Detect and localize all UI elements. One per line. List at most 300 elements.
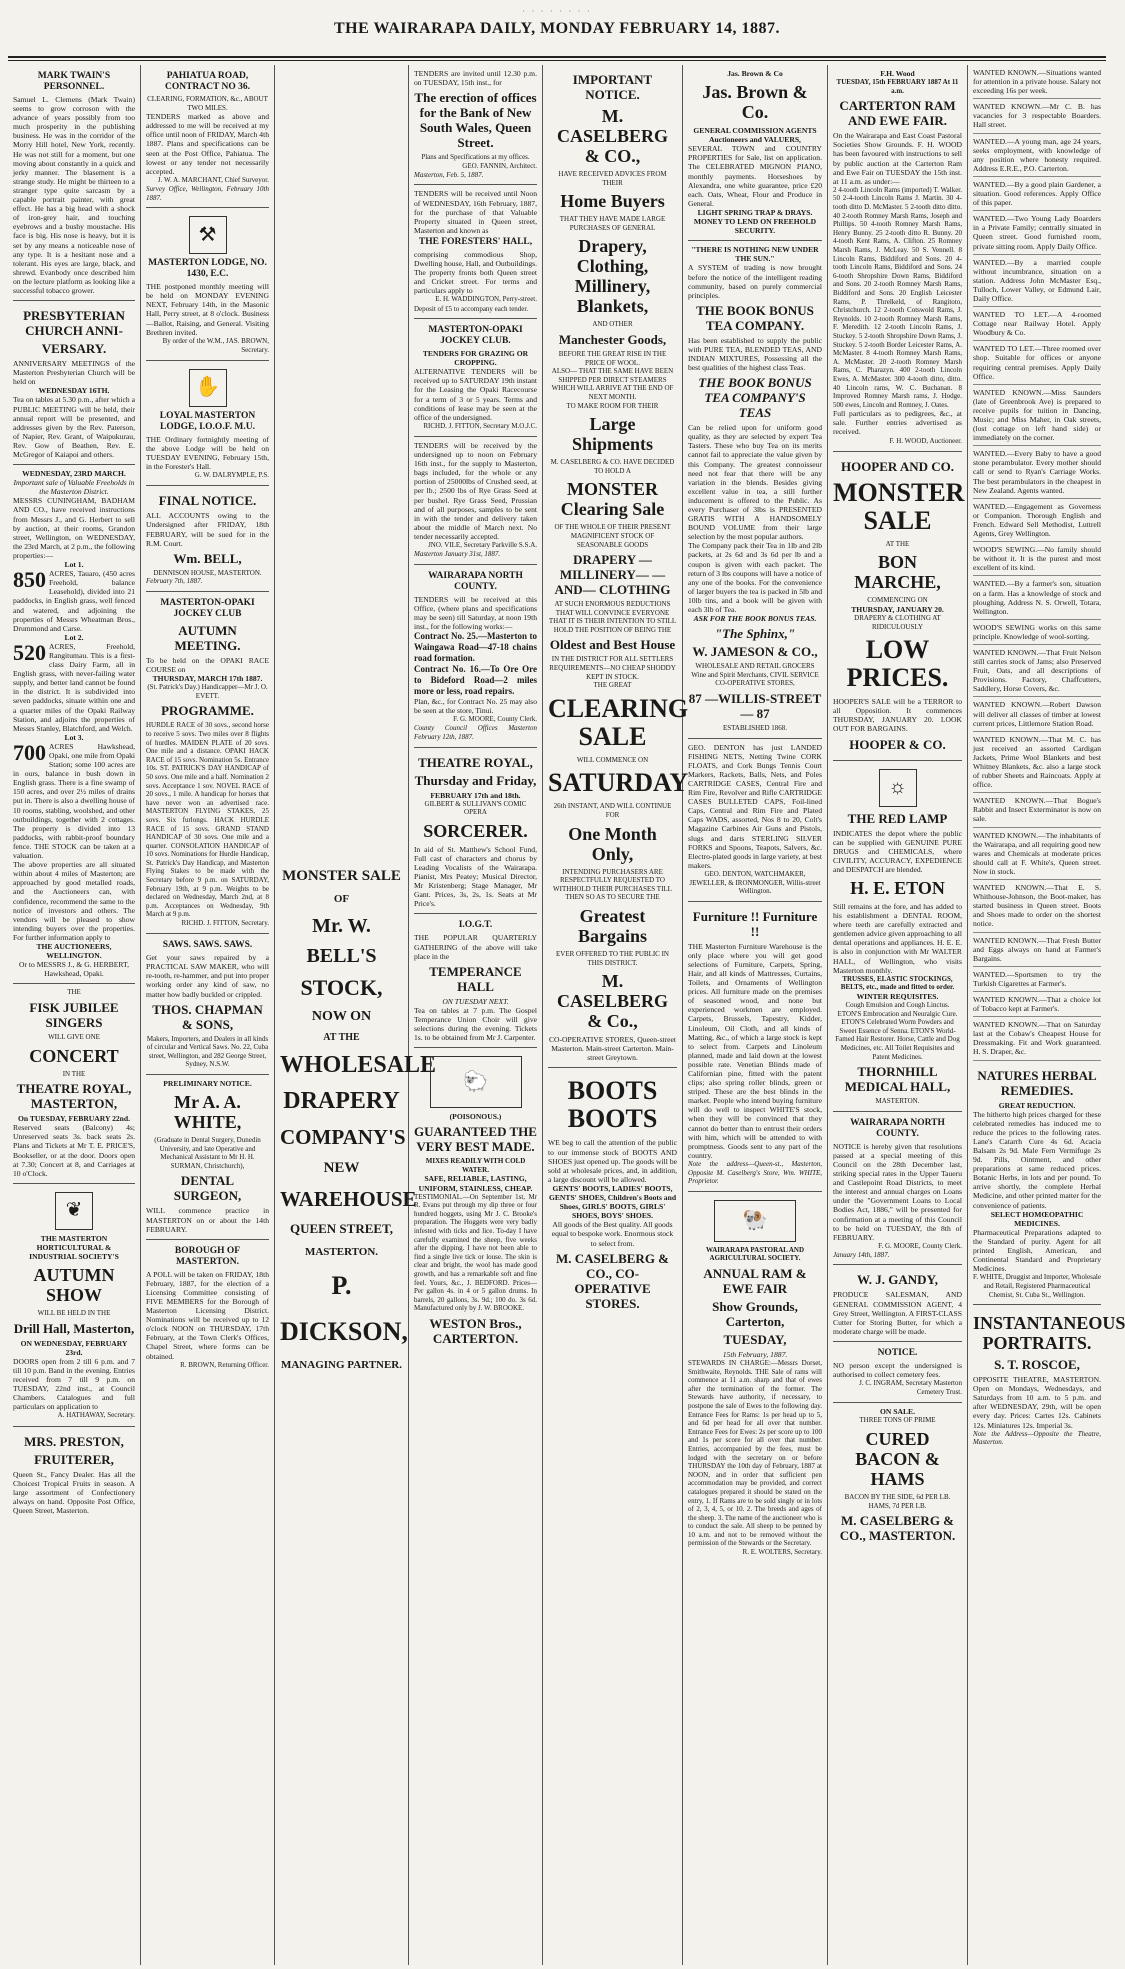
caselberg-body-2: THAT THEY HAVE MADE LARGE PURCHASES OF GENERAL (559, 215, 666, 232)
jockey-club-ad (146, 592, 269, 934)
county-body: TENDERS will be received at this Office, (where plans and specifications may be seen) till Saturday, at noon 19th inst., for the following works:— (414, 594, 537, 631)
lamp-icon: ☼ (879, 769, 917, 807)
sheep-illustration-icon: 🐑 (430, 1056, 522, 1108)
fisk-concert-ad (13, 984, 135, 1183)
jameson-heading: W. JAMESON & CO., (692, 644, 818, 660)
wanted-2: WANTED KNOWN.—Mr C. B. has vacancies for 3 respectable Boarders. Hall street. (973, 99, 1101, 133)
thornhill-sub: MASTERTON. (875, 1097, 920, 1106)
wanted-19: WANTED KNOWN.—The inhabitants of the Wairarapa, and all requiring good new wares and Chemicals at moderate prices should call at F. White's, Queen street. Now in stock. (973, 828, 1101, 880)
bell-t8: DRAPERY (283, 1088, 400, 1114)
column-8 (968, 65, 1125, 1965)
hort-h4: Drill Hall, Masterton, (13, 1320, 135, 1336)
bacon-signature: M. CASELBERG & CO., MASTERTON. (839, 1513, 956, 1544)
nsw-heading: The erection of offices for the Bank of New South Wales, Queen Street. (414, 90, 537, 151)
opaki-heading: MASTERTON-OPAKI JOCKEY CLUB. (428, 325, 523, 347)
jockey-heading-2: AUTUMN MEETING. (174, 622, 241, 653)
white-body: (Graduate in Dental Surgery, Dunedin University, and late Operative and Mechanical Assistant to Mr H. H. SURMAN, Christchurch), (154, 1136, 261, 1170)
oddfellows-heading: LOYAL MASTERTON LODGE, I.O.O.F. M.U. (159, 410, 256, 432)
caselberg-body-8: OF THE WHOLE OF THEIR PRESENT MAGNIFICENT STOCK OF SEASONABLE GOODS (554, 523, 671, 549)
road-body: TENDERS marked as above and addressed to me will be received at my office until noon of FRIDAY, March 4th 1887. Plans and specifications can be seen at the Post Office, Pahiatua. The lowest or any tender not necessarily accepted. (146, 112, 269, 176)
pastoral-day: TUESDAY, (723, 1331, 787, 1347)
column-3 (275, 65, 437, 1965)
gandy-ad (833, 1265, 962, 1341)
pastoral-body: STEWARDS IN CHARGE:—Messrs Dorset, Smithwaite, Reynolds. THE Sale of rams will commence at 11 a.m. sharp and that of ewes after the termination of the former. The Stewards have authority, if necessary, to postpone the sale of Ewes to the following day. Entrance Fees for Rams: 1s per head up to 5, and 6d per head for all over that number. Entrance Fees for Ewes: 2s per score up to 100 and 1s per score for all over that number. Entries, accompanied by the fees, must be lodged with the secretary on or before THURSDAY the 10th day of February, 1887 at NOON, and in order that sufficient pen accommodation may be provided, and correct catalogues prepared it should be stated on the entry, 1. If Rams are to be sold singly or in lots of 2, 3, 4, 5, or 10. 2. The breeds and ages of the sheep. 3. The name of the auctioneer who is to conduct the sale. All sheep to be penned by 10 a.m. and not to be removed without the permission of the Stewards or the Secretary. (688, 1359, 822, 1548)
foresters-hall-ad (414, 185, 537, 319)
forest-deposit: Deposit of £5 to accompany each tender. (414, 304, 529, 313)
bacon-body: BACON BY THE SIDE, 6d PER LB. HAMS, 7d PER LB. (844, 1493, 951, 1510)
eton-heading: H. E. ETON (850, 877, 945, 898)
iogt-date: ON TUESDAY NEXT. (442, 996, 509, 1006)
jockey-races: HURDLE RACE of 30 sovs., second horse to receive 5 sovs. Two miles over 8 flights of hurdles. MAIDEN PLATE of 20 sovs. One mile and a distance. OPAKI HACK RACE of 15 sovs. Nomination 5s. Entrance 10s. ST. PATRICK'S DAY HANDICAP of 50 sovs. One mile and a half. Nomination 2 sovs. Acceptance 1 sov. NOVEL RACE of 20 sovs., 1 mile. A handicap for horses that have never won an advertised race. MASTERTON FLYING STAKES, 25 sovs. Six furlongs. HACK HURDLE RACE of 15 sovs. GRAND STAND HANDICAP of 30 sovs. One mile and a quarter. CONSOLATION HANDICAP of 10 sovs. Nominations for Hurdle Handicap, St. Patrick's Day Handicap, and Masterton Flying Stakes to be made with the Secretary before 9 p.m. on SATURDAY, February 19th, at 9 p.m. Weights to be declared on Wednesday, March 2nd, at 8 p.m. Acceptances on Wednesday, 9th March at 9 p.m. (146, 721, 269, 919)
wanted-11: WANTED.—Engagement as Governess or Companion. Thorough English and French. Edward Sell Methodist, Luttrell Agents, Grey Wellington. (973, 499, 1101, 542)
nsw-signature: GEO. FANNIN, Architect. (462, 161, 537, 170)
masthead-rule (8, 56, 1106, 61)
brown-money: MONEY TO LEND ON FREEHOLD SECURITY. (693, 217, 817, 236)
caselberg-body-5: ALSO— THAT THE SAME HAVE BEEN SHIPPED PER DIRECT STEAMERS WHICH WILL ARRIVE AT THE END OF NEXT MONTH. (551, 367, 674, 401)
sorcerer-title: SORCERER. (423, 820, 528, 841)
final-date: February 7th, 1887. (146, 577, 203, 586)
tea-body-4: The Company pack their Tea in 1lb and 2lb packets, at 2s 6d and 3s 6d per lb and a coupon is given with each packet. The return of 3 lbs coupons will have a notice of any one of the books. For the convenience of larger buyers the tea is packed in 5lb and 10lb tins, and a book will be given with each 3lb of Tea. (688, 541, 822, 615)
column-4 (409, 65, 543, 1965)
wood-signature: F. H. WOOD, Auctioneer. (889, 436, 962, 445)
county-signature: F. G. MOORE, County Clerk. (453, 715, 537, 724)
hooper-signature: HOOPER & CO. (849, 736, 946, 752)
masonic-lodge-ad (146, 208, 269, 361)
forest-signature: E. H. WADDINGTON, Perry-street. (435, 295, 537, 304)
jameson-established: ESTABLISHED 1868. (723, 724, 787, 732)
caselberg-heading: M. CASELBERG & CO., (556, 106, 669, 166)
iogt-body: THE POPULAR QUARTERLY GATHERING of the above will take place in the (414, 933, 537, 961)
dental-body: WILL commence practice in MASTERTON on or about the 14th FEBRUARY. (146, 1206, 269, 1234)
caselberg-clearing-ad (548, 65, 689, 1068)
opaki-body: ALTERNATIVE TENDERS will be received up to SATURDAY 19th instant for the Leasing the Opaki Racecourse for a term of 3 or 5 years. Terms and conditions of lease may be seen at the office of the undersigned. (414, 367, 537, 422)
lot3-body: ACRES Hawkshead, Opaki, one mile from Opaki Station; some 100 acres are in ours, balance in bush down in English grass. There is a fine swamp of 150 acres, and over 2½ miles of drains put in. There is also a dwelling house of 10 rooms, stabling, woolshed, and other outbuildings, together with 2 cottages. The property is divided into 13 paddocks, with rabbit-proof boundary fence. THE STOCK can be taken at a valuation. (13, 741, 135, 861)
final-notice-ad (146, 486, 269, 592)
oats-date: Masterton January 31st, 1887. (414, 550, 501, 559)
bon-marche: BON MARCHE, (854, 552, 941, 593)
wanted-20: WANTED KNOWN.—That E. S. Whithouse-Johnson, the Boot-maker, has started business in Queen street. Boots and Shoes made to order on the shortest notice. (973, 880, 1101, 932)
hort-date: ON WEDNESDAY, FEBRUARY 23rd. (20, 1338, 128, 1357)
bell-t13: MASTERTON. (304, 1246, 379, 1258)
caselberg-body-3: AND OTHER (592, 320, 633, 329)
borough-signature: R. BROWN, Returning Officer. (180, 1360, 269, 1369)
fisk-h6: THEATRE ROYAL, MASTERTON, (16, 1081, 132, 1112)
road-signature: J. W. A. MARCHANT, Chief Surveyor. (157, 175, 269, 184)
opaki-heading-2: TENDERS FOR GRAZING OR CROPPING. (422, 349, 529, 368)
twain-article (13, 65, 135, 301)
masthead-title: THE WAIRARAPA DAILY, MONDAY FEBRUARY 14, 1887. (333, 20, 781, 37)
white-heading: Mr A. A. WHITE, (173, 1092, 242, 1133)
on-sale: ON SALE. (879, 1407, 916, 1417)
low-prices: LOW PRICES. (846, 635, 949, 693)
saws-heading: SAWS. SAWS. SAWS. (162, 940, 253, 951)
church-ad (13, 301, 135, 465)
final-heading: FINAL NOTICE. (158, 493, 257, 509)
wanted-15: WANTED KNOWN.—That Fruit Nelson still carries stock of Jams; also Preserved Fruit, Oats, and all descriptions of Provisions. Factory, Chaffcutters, Saddlery, Horse Covers, &c. (973, 645, 1101, 697)
bell-t14: P. DICKSON, (280, 1271, 408, 1346)
weston-heading: GUARANTEED THE VERY BEST MADE. (414, 1124, 537, 1155)
pahiatua-road-ad (146, 65, 269, 208)
drapery-millinery: DRAPERY —MILLINERY— —AND— CLOTHING (554, 552, 671, 598)
wood-body-2: Full particulars as to pedigrees, &c., at sale. Further entries advertised as received. (833, 409, 962, 437)
saws-ad (146, 934, 269, 1075)
bank-nsw-ad (414, 65, 537, 185)
church-heading-1: PRESBYTERIAN CHURCH ANNI- (23, 308, 125, 339)
bell-stock-ad (280, 65, 437, 1375)
pastoral-date: 15th February, 1887. (722, 1349, 788, 1359)
boots-body-2: All goods of the Best quality. All goods equal to bespoke work. Enormous stock to select from. (551, 1220, 674, 1248)
boots-ad (548, 1068, 677, 1318)
oddfellows-ad (146, 361, 269, 486)
bon-marche-ad (833, 452, 965, 761)
roscoe-portraits-ad (973, 1305, 1125, 1452)
pastoral-heading: WAIRARAPA PASTORAL AND AGRICULTURAL SOCIETY. (705, 1245, 804, 1263)
twain-body: Samuel L. Clemens (Mark Twain) seems to grow corroson with the advance of years possibly from too much prosperity in the publishing business. He was in the corridor of the Morry Hill hotel, New York, recently. He was not still for a moment, but one moving about constantly in a quick and jerky manner. The blasement is a strange study. He might be thirteen to a stranger type quite sarcasm by a capable portrait painter, with great effect. He has a big head with a shock of iron-grey hair, and touching eyebrows and a bushy moustache. His face is big. His nose is heavy, but it is set by any means a noticeable nose of any type. It is a hesitant nose and a tolerant. His eyes are large, black, and shrewd. Evanbody once described him on the lecture platform as looking like a successful tobacco grower. (13, 95, 135, 295)
lot1-label: Lot 1. (64, 560, 84, 570)
north-county-notice (833, 1112, 962, 1266)
theatre-ad (414, 748, 537, 915)
portraits-heading: INSTANTANEOUS PORTRAITS. (973, 1313, 1125, 1354)
jas-brown-ad (688, 65, 822, 241)
oddfellows-body: THE Ordinary fortnightly meeting of the above Lodge will be held on TUESDAY EVENING, February 15th, in the Forester's Hall. (146, 434, 269, 472)
furniture-body: THE Masterton Furniture Warehouse is the only place where you will get good selections of Furniture, Carpets, Spring, Hair, and all kinds of Mattresses, Curtains, Toilets, and Ornaments of Wellington prices. All furniture made on the premises of seasoned wood, and none but experienced workmen are employed. Carpets, Brussels, Tapestry, Kidder, Linoleum, Oil Cloth, and all kinds of Matting, &c., of which a large stock is kept to select from. Carpets and Linoleum planned, made and laid down at the lowest possible rate. Venetian Blinds made of Californian pine, fitted with the patent clips; also spring roller blinds, green or striped. These are the best blinds in the market. People who intend buying furniture will do well to inspect WHITE'S stock, when they will be convinced that they cannot do better than to entrust their orders with him, which will be attended to with promptness. Goods sent to any part of the country. (688, 941, 822, 1160)
caselberg-body-14: INTENDING PURCHASERS ARE RESPECTFULLY REQUESTED TO WITHHOLD THEIR PURCHASES TILL THEN SO AS TO SECURE THE (553, 867, 672, 902)
sale-body: MESSRS CUNINGHAM, BADHAM AND CO., have received instructions from Messrs J., and G. Herbert to sell by auction, at their rooms, Grandon street, Wellington, on WEDNESDAY, the 23rd March, at 2 p.m., the following properties:— (13, 496, 135, 560)
clearing-sale: CLEARING SALE (548, 693, 689, 751)
winter-heading: WINTER REQUISITES. (856, 991, 939, 1001)
seed-tenders-ad (414, 437, 537, 565)
jockey-date: THURSDAY, MARCH 17th 1887. (152, 674, 263, 684)
notice2-body: NO person except the undersigned is authorised to collect cemetery fees. (833, 1360, 962, 1380)
hort-body: DOORS open from 2 till 6 p.m. and 7 till 10 p.m. Band in the evening. Entries received from 7 till 9 p.m. on TUESDAY, 22nd inst., at Council Chambers. Catalogues and full particulars on application to (13, 1356, 135, 1412)
column-2 (141, 65, 275, 1965)
herbal-remedies-ad (973, 1061, 1101, 1306)
twain-title: MARK TWAIN'S PERSONNEL. (37, 71, 111, 92)
saws-body: Get your saws repaired by a PRACTICAL SAW MAKER, who will re-tooth, re-hammer, and put into proper working order any kind of saw, no matter how badly buckled or crippled. (146, 953, 269, 999)
weston-signature: WESTON Bros., CARTERTON. (429, 1315, 522, 1346)
wanted-12: WOOD'S SEWING.—No family should be without it. It is the purest and most excellent of its kind. (973, 542, 1101, 576)
opaki-signature: RICHD. J. FITTON, Secretary M.O.J.C. (423, 421, 537, 430)
fisk-h1: THE (67, 988, 81, 997)
hort-h3: WILL BE HELD IN THE (37, 1309, 111, 1318)
caselberg-body-10: IN THE DISTRICT FOR ALL SETTLERS REQUIREMENTS—NO CHEAP SHODDY KEPT IN STOCK. (549, 655, 676, 681)
lots-body: The above properties are all situated within about 4 miles of Masterton; are approached by good metalled roads, and the Auctioneers can, with confidence, recommend the same to the notice of investors and others. The vendors will be pleased to show intending buyers over the properties. For further information apply to (13, 860, 135, 942)
pastoral-society-ad (688, 1192, 822, 1562)
three-tons: THREE TONS OF PRIME (859, 1416, 936, 1425)
theatre-heading-2: Thursday and Friday, (414, 772, 537, 788)
saturday: SATURDAY (548, 768, 689, 798)
bell-t2: OF (333, 893, 350, 905)
bell-t4: STOCK, (300, 975, 383, 1000)
road-footer: Survey Office, Wellington, February 10th 1887. (146, 184, 269, 202)
chapman-body: Makers, Importers, and Dealers in all kinds of circular and Vertical Saws. No. 22, Cuba street, Wellington, and 282 George Street, Sydney, N.S.W. (146, 1034, 269, 1069)
hooper-heading: HOOPER AND CO. (840, 458, 955, 474)
county-body-2: Plan, &c., for Contract No. 25 may also be seen at the store, Tinui. (414, 697, 537, 716)
red-lamp-ad (833, 761, 962, 1112)
wanted-7: WANTED TO LET.—A 4-roomed Cottage near Railway Hotel. Apply Woodbury & Co. (973, 307, 1101, 341)
wanted-24: WANTED KNOWN.—That on Saturday last at the Cobaw's Cheapest House for Dressmaking. Fit and Work guaranteed. H. S. Draper, &c. (973, 1017, 1101, 1060)
column-6 (683, 65, 828, 1965)
sale-heading: Important sale of Valuable Freeholds in the Masterton District. (13, 478, 135, 497)
wnc-body: NOTICE is hereby given that resolutions passed at a special meeting of this Council on the 28th December last, striking special rates in the Upper Taueru and Castlepoint Road Districts, to meet the interest and annual charges on Loans under the "Government Loans to Local Bodies Act, 1886," will be presented for confirmation at a meeting of this Council to be held on TUESDAY, the 8th of FEBRUARY. (833, 1141, 962, 1242)
fisk-h4: CONCERT (29, 1045, 119, 1066)
wanted-4: WANTED.—By a good plain Gardener, a situation. Good references. Apply Office of this paper. (973, 177, 1101, 211)
sheep-dip-ad (414, 1048, 537, 1354)
bell-t6: AT THE (323, 1032, 360, 1043)
final-body: ALL ACCOUNTS owing to the Undersigned after FRIDAY, 18th FEBRUARY, will be sued for in the R.M. Court. (146, 511, 269, 548)
roscoe-body: OPPOSITE THEATRE, MASTERTON. Open on Mondays, Wednesdays, and Saturdays from 10 a.m. to 5 p.m. and after WEDNESDAY, 29th, will be open every day. Prices: Cartes 12s. Cabinets 12s. Miniatures 12s. Imperial 3s. (973, 1375, 1101, 1430)
bell-t15: MANAGING PARTNER. (280, 1359, 403, 1371)
wanted-17: WANTED KNOWN.—That M. C. has just received an assorted Cardigan Jackets, Prime Wool Blankets and best Whitney Blankets, &c. also a large stock of rubber Sheets and Raincoats. Apply at office. (973, 732, 1101, 794)
jockey-body-2: (St. Patrick's Day.) Handicapper—Mr J. O. EVETT. (147, 683, 268, 700)
hooper-body: DRAPERY & CLOTHING AT RIDICULOUSLY (854, 613, 941, 631)
herbal-heading: NATURES HERBAL REMEDIES. (977, 1067, 1097, 1098)
fisk-h3: WILL GIVE ONE (48, 1032, 100, 1041)
at-the: AT THE (885, 539, 910, 548)
tea-heading-3: THE BOOK BONUS TEA COMPANY'S TEAS (698, 375, 812, 421)
fisk-date: On TUESDAY, FEBRUARY 22nd. (17, 1114, 131, 1124)
large-shipments: Large Shipments (571, 414, 654, 455)
wanted-16: WANTED KNOWN.—Robert Dawson will deliver all classes of timber at lowest current prices, Littlemore Station Road. (973, 697, 1101, 731)
notice2-signature: J. C. INGRAM, Secretary Masterton Cemetery Trust. (859, 1379, 962, 1397)
herbal-body: The hitherto high prices charged for these celebrated remedies has induced me to reduce the prices to the following rates. Lane's Catarrh Cure 4s 6d. Acacia Balsam 2s 9d. Male Fern Vermifuge 2s 9d. Pills, Ointment, and other preparations at same reduced prices. Botanic Herbs, in lots and per pound. To arrive shortly, the complete Herbal Medicine, and other printed matter for the convenience of patients. (973, 1109, 1101, 1210)
wood-heading: CARTERTON RAM AND EWE FAIR. (839, 98, 956, 129)
jockey-heading: MASTERTON-OPAKI JOCKEY CLUB (160, 597, 255, 619)
wood-date: TUESDAY, 15th FEBRUARY 1887 At 11 a.m. (836, 78, 959, 95)
road-heading: PAHIATUA ROAD, CONTRACT NO 36. (164, 71, 251, 92)
church-heading-2: VERSARY. (41, 341, 107, 357)
wnc-date: January 14th, 1887. (833, 1250, 890, 1259)
ram-illustration-icon: 🐏 (714, 1200, 796, 1242)
denton-ad (688, 739, 822, 902)
wood-body: On the Wairarapa and East Coast Pastoral Societies Show Grounds. F. H. WOOD has been favoured with instructions to sell by public auction at the Carterton Ram and Ewe Fair on TUESDAY the 15th inst. at 11 a.m. as under:— (833, 131, 962, 186)
column-5 (543, 65, 689, 1965)
church-body-2: Tea on tables at 5.30 p.m., after which a PUBLIC MEETING will be held, their annual report will be presented, and addresses given by the Rev. Paterson, of Napier, Rev. Grant, of Waipukurau, Rev. Gow of Beathen, Rev. E. McGregor of Kaiapoi and others. (13, 395, 135, 459)
hooper-date: THURSDAY, JANUARY 20. (851, 604, 944, 614)
sale-date: WEDNESDAY, 23RD MARCH. (22, 469, 126, 479)
lots-agent-2: Or to MESSRS J., & G. HERBERT, Hawkshead, Opaki. (19, 960, 129, 979)
borough-body: A POLL will be taken on FRIDAY, 18th February, 1887, for the election of a Licensing Committee consisting of FIVE MEMBERS for the Borough of Masterton Licensing District. Nominations will be received up to 12 o'clock NOON on THURSDAY, 17th February, at the Town Clerk's Offices, Chapel Street, where forms can be obtained. (146, 1269, 269, 1361)
wanted-9: WANTED KNOWN.—Miss Saunders (late of Greenbrook Ave) is prepared to receive pupils for tuition in Dancing, Music; and Miss Maher, in Oak streets, (lost cottage on left hand side) or immediately on the corner. (973, 385, 1101, 447)
jockey-body-1: To be held on the OPAKI RACE COURSE on (146, 655, 269, 674)
wood-running-head: F.H. Wood (880, 69, 915, 78)
final-sig-1: Wm. BELL, (173, 550, 242, 566)
iogt-heading-2: TEMPERANCE HALL (429, 963, 522, 994)
fisk-h2: FISK JUBILEE SINGERS (29, 999, 119, 1030)
oats-signature: JNO. VILE, Secretary Parkville S.S.A. (428, 540, 537, 549)
lot2-number: 520 (13, 639, 46, 665)
tea-body-3: Can be relied upon for uniform good quality, as they are selected by expert Tea Tasters. These who buy Tea on its merits cannot fail to appreciate the value given by this Company. The greatest connoisseur need not fear that there will be any variation in the blends. Besides giving excellent value in tea, a still further inducement is offered to the Public. As every Purchaser of 3lbs is PRESENTED GRATIS WITH A HANDSOMELY BOUND VOLUME from their large selection by the most popular authors. (688, 423, 822, 542)
masthead-ornament: · · · · · · · · (522, 6, 592, 16)
wanted-known-section (973, 65, 1101, 1061)
home-buyers: Home Buyers (560, 191, 665, 212)
boots-signature: M. CASELBERG & CO., CO-OPERATIVE STORES. (555, 1250, 670, 1311)
dental-heading: DENTAL SURGEON, (173, 1173, 242, 1204)
bell-t10: NEW (323, 1160, 360, 1176)
caselberg-body-16: CO-OPERATIVE STORES, Queen-street Masterton. Main-street Carterton. Main-street Greytown. (548, 1035, 677, 1063)
wreath-icon: ❦ (55, 1192, 93, 1230)
hooper-body-2: HOOPER'S SALE will be a TERROR to all Opposition. It commences THURSDAY, JANUARY 20. LOOK OUT FOR BARGAINS. (833, 697, 962, 734)
jockey-signature: RICHD. J. FITTON, Secretary. (181, 919, 269, 928)
forest-heading: THE FORESTERS' HALL, (418, 236, 533, 247)
wood-ram-fair-ad (833, 65, 962, 452)
wanted-18: WANTED KNOWN.—That Bogue's Rabbit and Insect Exterminator is now on sale. (973, 793, 1101, 827)
bell-t9: COMPANY'S (280, 1125, 406, 1149)
bacon-ad (833, 1403, 962, 1551)
wanted-21: WANTED KNOWN.—That Fresh Butter and Eggs always on hand at Farmer's Bargains. (973, 933, 1101, 967)
iogt-heading: I.O.G.T. (458, 920, 493, 931)
wanted-22: WANTED.—Sportsmen to try the Turkish Cigarettes at Farmer's. (973, 967, 1101, 992)
lot3-label: Lot 3. (64, 732, 84, 742)
fisk-h5: IN THE (62, 1069, 86, 1078)
thornhill-heading: THORNHILL MEDICAL HALL, (844, 1064, 951, 1095)
jameson-sub: WHOLESALE AND RETAIL GROCERS Wine and Spirit Merchants, CIVIL SERVICE CO-OPERATIVE STORES, (691, 662, 819, 688)
denton-body: GEO. DENTON has just LANDED FISHING NETS, Netting Twine CORK FLOATS, and Cork Bungs Tennis Court Markers, Rackets, Balls, Nets, and Poles CARTRIDGE CASES, Central Fire and Rim Fire, Revolver and Rifle CARTRIDGE CASES BULLETED CAPS, Foil-lined Caps, Central and Rim Fire and Plated Caps WADS, assorted, Nos 8 to 20, Colt's Magazine Carbines Air Guns and Pistols, slugs and darts STERLING SILVER FORKS and Spoons, Teapots, Salvers, &c. Electro-plated goods in large variety, at best makers. (688, 742, 822, 870)
lots-agent: THE AUCTIONEERS, WELLINGTON. (36, 941, 112, 961)
one-month: One Month Only, (568, 823, 657, 864)
caselberg-body-6: TO MAKE ROOM FOR THEIR (566, 401, 659, 410)
gandy-body: PRODUCE SALESMAN, AND GENERAL COMMISSION AGENT, 4 Grey Street, Wellington. A FIRST-CLASS Cutter for Storing Butter, for which a moderate charge will be made. (833, 1290, 962, 1336)
prelim-heading: PRELIMINARY NOTICE. (163, 1078, 252, 1088)
cemetery-notice (833, 1342, 962, 1403)
caselberg-body-12: WILL COMMENCE ON (576, 755, 649, 764)
eton-body-2: TRUSSES, ELASTIC STOCKINGS, BELTS, etc., made and fitted to order. (840, 974, 955, 992)
white-signature: F. WHITE, Druggist and Importer, Wholesale and Retail, Registered Pharmaceutical Chemist, St. Cuba St., Wellington. (973, 1273, 1101, 1299)
tea-heading-2: THE BOOK BONUS TEA COMPANY. (696, 302, 814, 333)
boots-list: GENTS' BOOTS, LADIES' BOOTS, GENTS' SHOES, Children's Boots and Shoes, GIRLS' BOOTS, GIRLS' SHOES, BOYS' SHOES. (548, 1183, 677, 1221)
church-body-1: ANNIVERSARY MEETINGS of the Masterton Presbyterian Church will be held on (13, 359, 135, 387)
column-7 (828, 65, 968, 1965)
county-tenders-ad (414, 565, 537, 748)
oldest-best: Oldest and Best House (549, 637, 676, 653)
caselberg-body-15: EVER OFFERED TO THE PUBLIC IN THIS DISTRICT. (556, 950, 669, 967)
bell-t5: NOW ON (311, 1009, 372, 1024)
poison-heading: (POISONOUS.) (449, 1112, 502, 1122)
wanted-23: WANTED KNOWN.—That a choice lot of Tobacco kept at Farmer's. (973, 992, 1101, 1017)
manchester-goods: Manchester Goods, (558, 331, 667, 347)
furniture-heading: Furniture !! Furniture !! (692, 908, 818, 939)
roscoe-heading: S. T. ROSCOE, (994, 1357, 1080, 1373)
caselberg-footer: M. CASELBERG & Co., (556, 971, 669, 1032)
nsw-date: Masterton, Feb. 5, 1887. (414, 170, 484, 179)
winter-body: Cough Emulsion and Cough Linctus. ETON'S Embrocation and Neuralgic Cure. ETON'S Celebrated Worm Powders and Sweet Essence of Senna. ETON'S World-Famed Hair Restorer. Horse, Cattle and Dog Medicines, etc. All Toilet Requisites and Patent Medicines. (835, 1001, 960, 1061)
wood-list: 2 4-tooth Lincoln Rams (imported) T. Walker. 50 2-4-tooth Lincoln Rams J. Martin. 30 4-tooth ditto D. McMaster. 5 2-tooth ditto ditto. 40 2-tooth Romney Marsh Rams, Joseph and Phillips. 50 4-tooth Romney Marsh Rams, Henry Bunny. 25 2-tooth ditto R. Bunny. 20 4-tooth Kent Rams, A. Clifton. 25 Romney Marsh Rams, J. McLeay. 50 S. Vennell. 8 Lincoln Rams, Biddiford and Sons. 20 4-tooth Lincoln Rams, Biddiford and Sons. 24 6-tooth Shropshire Down Rams, Biddiford and Sons. 20 2-tooth Romney Marsh Rams, Biddiford and Sons. 20 English Leicester Rams, P. Threlkeld, of Rangitoto, Christchurch. 12 2-tooth Cotswold Rams, J. Reynolds. 10 2-tooth Romney Marsh Rams, F. Meredith. 12 2-tooth Lincoln Rams, J. Stuckey. 5 2-tooth Shropshire Down Rams, J. Stuckey. 5 2-tooth Border Leicester Rams, A. McMaster. 8 4-tooth Romney Marsh Rams, A. McMaster. 20 2-tooth Romney Marsh Rams, C. Pharazyn. 400 2-tooth Lincoln Ewes, A. McMaster. 300 4-tooth ditto, ditto. 40 Lincoln rams, W. C. Buchanan. 8 Improved Romney Marsh rams, J. Hodge. 500 ewes, Lincoln and Romney, J. Oates. (833, 185, 962, 409)
column-layout (8, 65, 1125, 1965)
dental-ad (146, 1075, 269, 1240)
county-date: County Council Offices Masterton February 12th, 1887. (414, 724, 537, 741)
roscoe-signature: Note the Address—Opposite the Theatre, Masterton. (973, 1429, 1101, 1447)
lot2-body: ACRES, Freehold, Rangitumau. This is a first-class Dairy Farm, all in English grass, with never-failing water supply, and better land cannot be found in the district. It is subdivided into seven paddocks, situate within one and a quarter miles of the Opaki Railway Station, and adjoins the properties of Messrs Stanley, Blatchford, and Welch. (13, 641, 135, 733)
herbal-sub: GREAT REDUCTION. (998, 1100, 1076, 1110)
tea-heading: "THERE IS NOTHING NEW UNDER THE SUN." (691, 245, 819, 264)
drapery-heading: Drapery, Clothing, Millinery, Blankets, (574, 236, 651, 317)
gandy-heading: W. J. GANDY, (856, 1272, 939, 1288)
notice-heading: IMPORTANT NOTICE. (572, 72, 653, 102)
theatre-date: FEBRUARY 17th and 18th. (430, 790, 521, 800)
bell-t11: WAREHOUSE (280, 1187, 417, 1211)
lodge-signature: By order of the W.M., JAS. BROWN, Secretary. (162, 336, 269, 354)
oats-body: TENDERS will be received by the undersigned up to noon on February 16th inst., for the supply to Masterton, bags included, for the whole or any portion of 25000lbs of Crushed seed, at per lb.; 2500 lbs of Rye Grass Seed at per bushel. Rye Grass Seed, Prussian and of all purposes, samples to be sent in with the tender and delivery taken about the middle of March next. No tender necessarily accepted. (414, 440, 537, 541)
pastoral-heading-3: Show Grounds, Carterton, (712, 1298, 798, 1329)
wanted-5: WANTED.—Two Young Lady Boarders in a Private Family; centrally situated in Queen street. Good furnished room, private sitting room. Apply Daily Office. (973, 211, 1101, 254)
brown-sub: GENERAL COMMISSION AGENTS Auctioneers and VALUERS, (693, 126, 817, 145)
monster-clearing: MONSTER Clearing Sale (560, 479, 665, 520)
redlamp-body: INDICATES the depot where the public can be supplied with GENUINE PURE DRUGS and CHEMICALS, where CIVILITY, ACCURACY, EXPEDIENCE and DESPATCH are blended. (833, 828, 962, 874)
tea-body-2: Has been established to supply the public with PURE TEA, BLENDED TEAS, AND INDIAN MIXTURES, Possessing all the best qualities of the highest class Teas. (688, 335, 822, 373)
sphinx-brand: "The Sphinx," (714, 626, 796, 642)
weston-heading-2: MIXES READILY WITH COLD WATER. (425, 1157, 526, 1174)
notice2-heading: NOTICE. (877, 1347, 918, 1358)
boots-body: WE beg to call the attention of the public to our immense stock of BOOTS AND SHOES just opened up. The goods will be sold at wholesale prices, and, in addition, a large discount will be allowed. (548, 1138, 677, 1184)
hooper-commencing: COMMENCING ON (867, 596, 928, 605)
furniture-signature: Note the address—Queen-st., Masterton, Opposite M. Caselberg's Store, Wm. WHITE, Proprietor. (688, 1159, 822, 1186)
fisk-body: Reserved seats (Balcony) 4s; Unreserved seats 3s. back seats 2s. Plans and Tickets at Mr T. E. PRICE'S, Bookseller, or at the door. Doors open at 7.30; Concert at 8, and Carriages at 10 o'Clock. (13, 1123, 135, 1178)
bell-t12: QUEEN STREET, (289, 1221, 394, 1236)
caselberg-body-11: THE GREAT (593, 681, 632, 690)
tea-agent: ASK FOR THE BOOK BONUS TEAS. (693, 614, 817, 624)
book-bonus-tea-ad (688, 241, 822, 738)
lot3-number: 700 (13, 739, 46, 765)
final-sig-2: DENNISON HOUSE, MASTERTON. (153, 568, 262, 577)
bell-t7: WHOLESALE (280, 1052, 437, 1078)
pastoral-signature: R. E. WOLTERS, Secretary. (742, 1548, 822, 1557)
caselberg-body-7: M. CASELBERG & CO. HAVE DECIDED TO HOLD A (550, 458, 675, 475)
opaki-grazing-ad (414, 319, 537, 437)
eton-body: Still remains at the fore, and has added to his establishment a DENTAL ROOM, where teeth are carefully extracted and gentlemen advice given approaching to all dental operations and appliances. H. E. E. is also in conjunction with Mr WALTER HALL, of Wellington, who visits Masterton monthly. (833, 901, 962, 975)
horticultural-ad (13, 1184, 135, 1427)
theatre-body: GILBERT & SULLIVAN'S COMIC OPERA (424, 799, 527, 817)
brown-body: SEVERAL TOWN and COUNTRY PROPERTIES for Sale, list on application. The CELEBRATED MIGNON PIANO, monthly payments. Horseshoes by Alexandra, one white guarantee, price £20 each. Oats, Wheat, Flour and Produce in General. (688, 144, 822, 208)
masonic-emblem-icon: ⚒ (189, 216, 227, 254)
borough-ad (146, 1240, 269, 1375)
pastoral-heading-2: ANNUAL RAM & EWE FAIR (703, 1265, 807, 1296)
jameson-address: 87 —WILLIS-STREET— 87 (688, 691, 822, 721)
borough-heading: BOROUGH OF MASTERTON. (174, 1245, 241, 1267)
greatest-bargains: Greatest Bargains (577, 906, 647, 946)
wanted-1: WANTED KNOWN.—Situations wanted for attention in a private house. Salary not exceeding 16s per week. (973, 65, 1101, 99)
wanted-10: WANTED.—Every Baby to have a good stone perambulator. Every mother should call or send to Ryan's Carriage Works. The best perambulators in the cheapest in New Zealand. Agents wanted. (973, 446, 1101, 498)
weston-body: TESTIMONIAL.—On September 1st, Mr R. Evans put through my dip three or four hundred hoggets, using Mr J. C. Brooke's preparation. The Hoggets were very badly infested with ticks and lice. To-day I have carefully examined the sheep, five weeks after the dipping. I have not been able to find a single live tick or louse. The skin is clear and bright, the wool has made good growth, and has a remarkable soft and fine feel. Yours, &c., J. BEDFORD. Prices—Per gallon 4s. in 4 or 5 gallon drums. In barrels, 20 gallons, 3s. 9d.; 100 do. 3s 6d. Manufactured only by J. W. BROOKE. (414, 1192, 537, 1313)
handshake-emblem-icon: ✋ (189, 369, 227, 407)
caselberg-body-4: BEFORE THE GREAT RISE IN THE PRICE OF WOOL. (558, 349, 667, 367)
contract-2: Contract No. 16.—To Ore Ore to Bideford Road—2 miles more or less, road repairs. (414, 664, 537, 697)
wanted-8: WANTED TO LET.—Three roomed over shop. Suitable for offices or anyone requiring central premises. Apply Daily Office. (973, 341, 1101, 384)
theatre-heading: THEATRE ROYAL, (418, 754, 533, 770)
theatre-body-2: In aid of St. Matthew's School Fund, Full cast of characters and chorus by Leading Vocalists of the Wairarapa. Pianist, Mrs Peatey; Musical Director, Mr Kristenberg; Stage Manager, Mr Gant. Prices, 3s, 2s, 1s. Seats at Mr Price's. (414, 844, 537, 909)
bell-t3: Mr. W. BELL'S (306, 915, 377, 967)
road-sub: CLEARING, FORMATION, &c., ABOUT TWO MILES. (147, 95, 268, 112)
nsw-body-2: Plans and Specifications at my offices. (421, 153, 530, 162)
freehold-sale-ad (13, 465, 135, 984)
preston-ad (13, 1427, 135, 1520)
caselberg-body-13: 26th INSTANT, AND WILL CONTINUE FOR (553, 802, 672, 820)
preston-h1: MRS. PRESTON, (24, 1433, 124, 1449)
homoeopathic-heading: SELECT HOMŒOPATHIC MEDICINES. (990, 1209, 1084, 1228)
iogt-body-2: Tea on tables at 7 p.m. The Gospel Temperance Union Choir will give selections during the evening. Tickets 1s. to be obtained from Mr J. Carpenter. (414, 1005, 537, 1043)
hort-signature: A. HATHAWAY, Secretary. (57, 1411, 135, 1420)
bacon-heading: CURED BACON & HAMS (855, 1429, 940, 1489)
boots-heading: BOOTS BOOTS (567, 1076, 658, 1134)
wanted-3: WANTED.—A young man, age 24 years, seeks employment, with knowledge of any position where honesty required. Address E.R.E., P.O. Carterton. (973, 134, 1101, 177)
contract-1: Contract No. 25.—Masterton to Waingawa Road—47-18 chains road formation. (414, 631, 537, 664)
tea-body: A SYSTEM of trading is now brought before the notice of the intelligent reading community, based on purely commercial principles. (688, 263, 822, 300)
lot1-body: ACRES, Tauaro, (450 acres Freehold, balance Leasehold), divided into 21 paddocks, in English grass, well fenced and watered, and adjoining the properties of Messrs Wheatman Bros., Drummond and Carse. (13, 569, 135, 633)
lot2-label: Lot 2. (64, 632, 84, 642)
wanted-6: WANTED.—By a married couple without incumbrance, situation on a station. Address John McMaster Esq., Tulloch, Lower Valley, or Edmund Lair, Daily Office. (973, 255, 1101, 307)
jockey-programme: PROGRAMME. (161, 703, 254, 719)
county-heading: WAIRARAPA NORTH COUNTY. (428, 570, 523, 592)
lot1-number: 850 (13, 567, 46, 593)
